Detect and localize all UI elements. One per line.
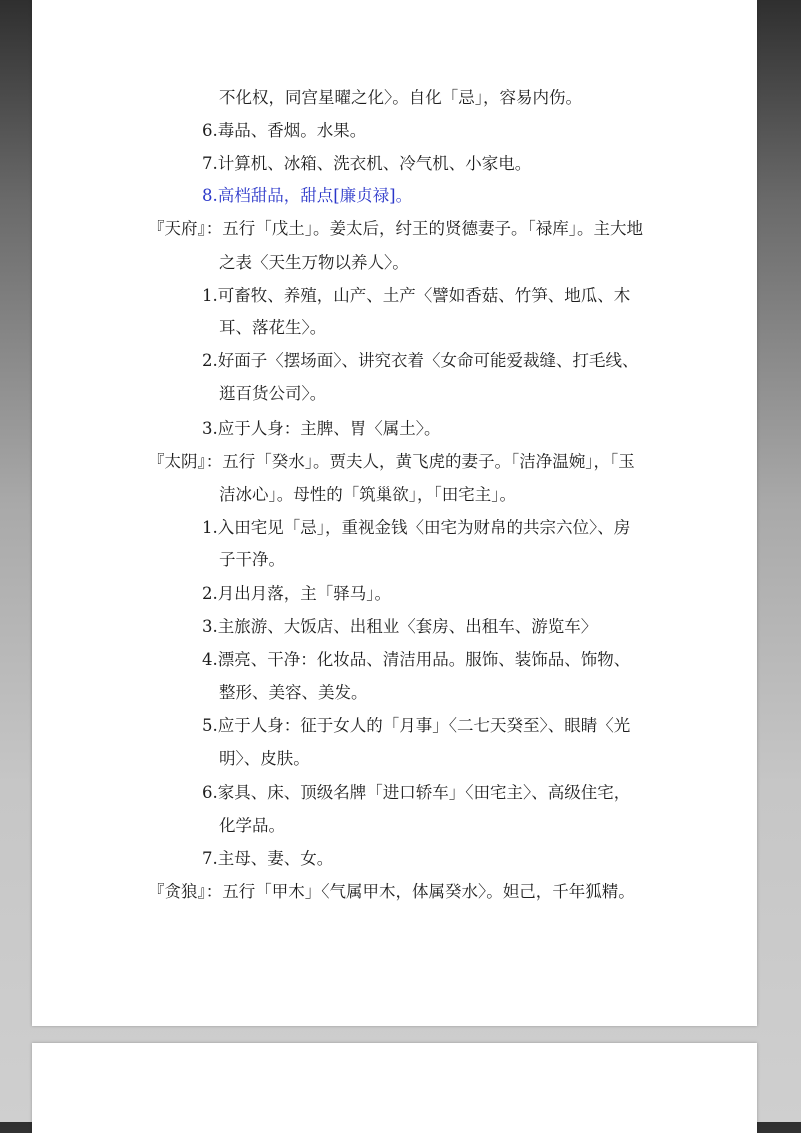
star-heading-taiyin: 『太阴』：五行「癸水」。贾夫人，黄飞虎的妻子。「洁净温婉」，「玉 (148, 452, 635, 471)
text-line: 不化权，同宫星曜之化〉。自化「忌」，容易内伤。 (219, 88, 582, 107)
text-line: 明〉、皮肤。 (219, 749, 310, 768)
list-item: 1.入田宅见「忌」，重视金钱〈田宅为财帛的共宗六位〉、房 (202, 518, 631, 537)
list-item: 3.应于人身：主脾、胃〈属土〉。 (202, 419, 441, 438)
list-item: 7.主母、妻、女。 (202, 849, 334, 868)
star-heading-tianfu: 『天府』：五行「戊土」。姜太后，纣王的贤德妻子。「禄库」。主大地 (148, 219, 643, 238)
text-line: 逛百货公司〉。 (219, 384, 327, 403)
list-item: 6.家具、床、顶级名牌「进口轿车」〈田宅主〉、高级住宅， (202, 783, 631, 802)
next-page (32, 1043, 757, 1133)
list-item: 3.主旅游、大饭店、出租业〈套房、出租车、游览车〉 (202, 617, 598, 636)
list-item: 1.可畜牧、养殖，山产、土产〈譬如香菇、竹笋、地瓜、木 (202, 286, 631, 305)
text-line: 化学品。 (219, 816, 285, 835)
list-item: 4.漂亮、干净：化妆品、清洁用品。服饰、装饰品、饰物、 (202, 650, 631, 669)
text-line: 整形、美容、美发。 (219, 683, 368, 702)
list-item: 6.毒品、香烟。水果。 (202, 121, 367, 140)
text-line: 耳、落花生〉。 (219, 318, 327, 337)
list-item: 5.应于人身：征于女人的「月事」〈二七天癸至〉、眼睛〈光 (202, 716, 631, 735)
text-line: 之表〈天生万物以养人〉。 (219, 253, 409, 272)
text-line: 洁冰心」。母性的「筑巢欲」，「田宅主」。 (219, 485, 516, 504)
highlighted-list-item: 8.高档甜品，甜点[廉贞禄]。 (202, 186, 413, 205)
text-line: 子干净。 (219, 550, 285, 569)
document-page (32, 0, 757, 1026)
list-item: 2.月出月落，主「驿马」。 (202, 584, 391, 603)
list-item: 2.好面子〈摆场面〉、讲究衣着〈女命可能爱裁缝、打毛线、 (202, 351, 639, 370)
list-item: 7.计算机、冰箱、洗衣机、冷气机、小家电。 (202, 154, 532, 173)
star-heading-tanlang: 『贪狼』：五行「甲木」〈气属甲木，体属癸水〉。妲己，千年狐精。 (148, 882, 635, 901)
